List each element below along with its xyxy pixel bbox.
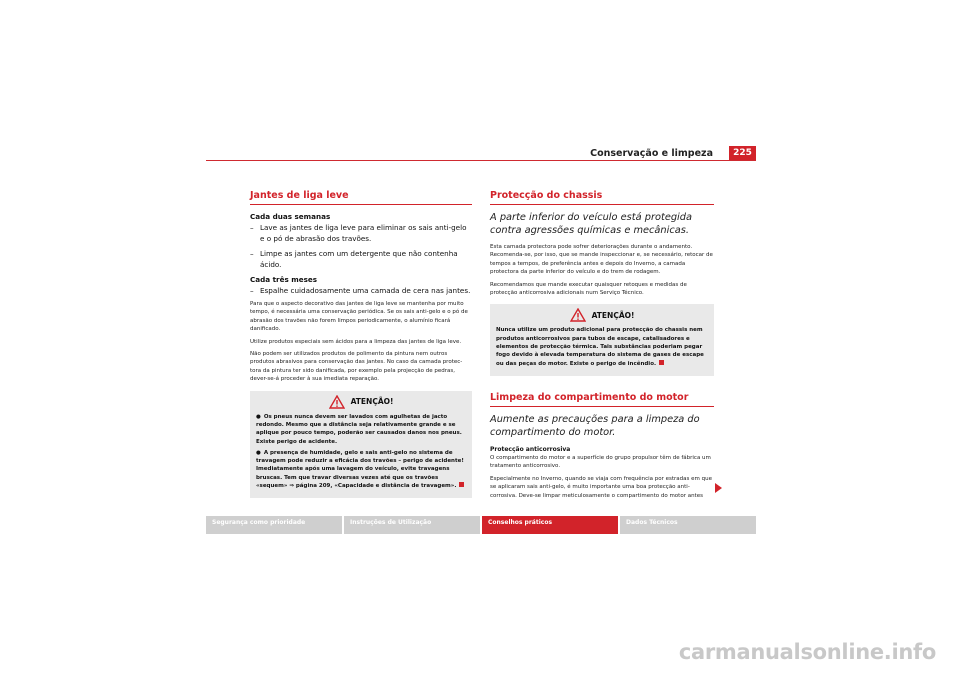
body-paragraph: Recomendamos que mande executar quaisquer retoques e medidas de protecção anticorrosiva adicionais num Serviço Técnico.	[490, 281, 687, 297]
page-header	[206, 146, 756, 161]
footer-nav	[206, 516, 756, 534]
subheading-every-two-weeks: Cada duas semanas	[250, 212, 331, 221]
warning-header	[496, 308, 708, 322]
warning-title: ATENÇÃO!	[350, 397, 394, 407]
body-paragraph: Utilize produtos especiais sem ácidos para a limpeza das jantes de liga leve.	[250, 338, 462, 345]
warning-header	[256, 395, 466, 409]
section-lead: A parte inferior do veículo está protegida contra agressões químicas e mecânicas.	[490, 212, 693, 236]
warning-triangle-icon	[570, 308, 586, 322]
subheading-corrosion-protection: Protecção anticorrosiva	[490, 445, 571, 453]
warning-title: ATENÇÃO!	[591, 310, 635, 320]
warning-box	[490, 304, 714, 375]
footer-tab-safety[interactable]: Segurança como prioridade	[206, 516, 342, 534]
left-column	[250, 190, 472, 498]
instruction-step: – Lave as jantes de liga leve para eliminar os sais anti-gelo e o pó de abrasão dos travões.	[250, 223, 467, 243]
body-paragraph: Esta camada protectora pode sofrer deteriorações durante o andamento. Recomenda-se, por isso, que se mande inspeccionar e, se necessário, retocar de tempos a tempos, de preferência antes e depois do Inverno, a camada protectora da parte inferior do veículo e do trem de rodagem.	[490, 244, 713, 276]
footer-tab-instructions[interactable]: Instruções de Utilização	[344, 516, 480, 534]
warning-triangle-icon	[329, 395, 345, 409]
instruction-step: – Limpe as jantes com um detergente que não contenha ácido.	[250, 249, 458, 269]
footer-tab-practical-tips[interactable]: Conselhos práticos	[482, 516, 618, 534]
section-heading-chassis-protection: Protecção do chassis	[490, 190, 714, 205]
instruction-step: – Espalhe cuidadosamente uma camada de cera nas jantes.	[250, 286, 471, 295]
body-paragraph: Especialmente no Inverno, quando se viaja com frequência por estradas em que se aplicaram sais anti-gelo, é muito importante uma boa protecção anti-corrosiva. Deve-se limpar meticulosamente o compartimento do motor antes	[490, 475, 712, 499]
body-paragraph: O compartimento do motor e a superfície do grupo propulsor têm de fábrica um tratamento anticorrosivo.	[490, 454, 711, 470]
section-heading-engine-compartment: Limpeza do compartimento do motor	[490, 392, 714, 407]
subheading-every-three-months: Cada três meses	[250, 275, 318, 284]
header-rule	[206, 160, 756, 161]
footer-tab-technical-data[interactable]: Dados Técnicos	[620, 516, 756, 534]
chapter-title: Conservação e limpeza	[590, 148, 713, 159]
section-end-marker	[659, 360, 664, 365]
warning-box	[250, 391, 472, 499]
warning-bullet: ● A presença de humidade, gelo e sais anti-gelo no sistema de travagem pode reduzir a eficácia dos travões – perigo de acidente! Imediatamente após uma lavagem do veículo, evite travagens bruscas. Tem que travar diversas vezes até que os travões «sequem» ⇒ página 209, «Capacidade e distância de travagem».	[256, 449, 464, 490]
section-heading-alloy-wheels: Jantes de liga leve	[250, 190, 472, 205]
page-number: 225	[729, 146, 756, 161]
section-end-marker	[459, 482, 464, 487]
right-column	[490, 190, 714, 504]
body-paragraph: Para que o aspecto decorativo das jantes de liga leve se mantenha por muito tempo, é necessária uma conservação periódica. Se os sais anti-gelo e o pó de abrasão dos travões não forem limpos periodicamente, o alumínio ficará danificado.	[250, 301, 468, 333]
section-lead: Aumente as precauções para a limpeza do compartimento do motor.	[490, 413, 700, 438]
body-paragraph: Não podem ser utilizados produtos de polimento da pintura nem outros produtos abrasivos para conservação das jantes. No caso da camada protec-tora da pintura ter sido danificada, por exemplo pela projecção de pedras, dever-se-á proceder à sua imediata reparação.	[250, 351, 463, 383]
warning-bullet: ● Os pneus nunca devem ser lavados com agulhetas de jacto redondo. Mesmo que a distância seja relativamente grande e se aplique por pouco tempo, poderão ser causados danos nos pneus. Existe perigo de acidente.	[256, 413, 462, 445]
continue-arrow-icon[interactable]	[715, 483, 722, 493]
watermark: carmanualsonline.info	[678, 640, 936, 664]
warning-text: Nunca utilize um produto adicional para protecção do chassis nem produtos anticorrosivos para tubos de escape, catalisadores e elementos de protecção térmica. Tais substâncias poderiam pegar fogo devido à elevada temperatura do sistema de gases de escape ou das peças do motor. Existe o perigo de incêndio.	[496, 327, 704, 367]
